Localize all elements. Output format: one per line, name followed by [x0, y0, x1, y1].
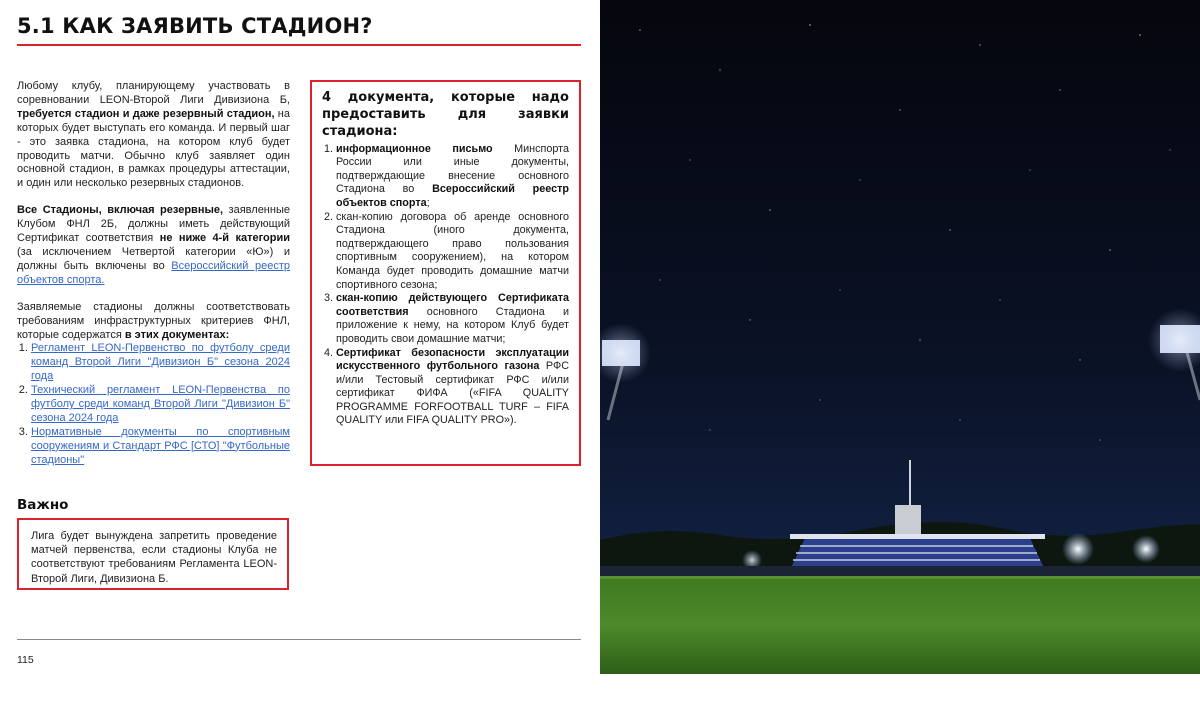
intro-text: на которых будет выступать его команда. И первый шаг - это заявка стадиона, на котором клуб будет проводить матчи. Обычно клуб заявляет один основной стадион, в рамках процедуры аттестации, и один или несколько резервных стадионов.	[17, 107, 290, 190]
required-documents-box	[310, 80, 581, 466]
docs-bold: информационное письмо	[336, 142, 493, 155]
docs-heading: 4 документа, которые надо предоставить для заявки стадиона:	[322, 90, 569, 140]
list-item	[336, 143, 569, 211]
intro-text: заявленные Клубом ФНЛ 2Б, должны иметь действующий Сертификат соответствия	[17, 204, 290, 245]
document-link[interactable]: Технический регламент LEON-Первенства по футболу среди команд Второй Лиги "Дивизион Б" сезона 2024 года	[31, 384, 290, 424]
document-link[interactable]: Нормативные документы по спортивным сооружениям и Стандарт РФС [СТО] "Футбольные стадионы"	[31, 425, 290, 466]
required-documents-list	[322, 143, 569, 428]
list-item	[336, 292, 569, 346]
intro-text: Заявляемые стадионы должны соответствовать требованиям инфраструктурных критериев ФНЛ, которые содержатся	[17, 300, 290, 341]
warning-text: Лига будет вынуждена запретить проведение матчей первенства, если стадионы Клуба не соответствуют требованиям Регламента LEON-Второй Лиги, Дивизиона Б.	[31, 530, 277, 585]
warning-box	[17, 518, 289, 590]
page-number: 115	[17, 654, 34, 666]
stadium-night-photo	[600, 0, 1200, 674]
docs-text: скан-копию договора об аренде основного Стадиона (иного документа, подтверждающего право пользования спортивным сооружением), на котором Команда будет проводить домашние матчи спортивного сезона;	[336, 210, 569, 291]
docs-text: ;	[426, 196, 430, 209]
intro-bold: не ниже 4-й категории	[159, 232, 291, 245]
docs-bold: скан-копию действующего Сертификата соответствия	[336, 292, 569, 318]
list-item	[31, 384, 290, 426]
registry-link[interactable]: Всероссийский реестр объектов спорта.	[17, 259, 290, 286]
documents-list	[17, 342, 290, 467]
docs-text: Минспорта России или иные документы, подтверждающие внесение основного Стадиона во	[336, 142, 569, 196]
intro-bold: требуется стадион и даже резервный стадион,	[17, 107, 275, 120]
title-underline	[17, 44, 581, 46]
intro-paragraph-1	[17, 80, 290, 191]
intro-paragraph-3	[17, 301, 290, 343]
important-heading: Важно	[17, 497, 69, 513]
intro-text: (за исключением Четвертой категории «Ю») и должны быть включены во	[17, 245, 290, 272]
page-title: 5.1 КАК ЗАЯВИТЬ СТАДИОН?	[17, 14, 373, 38]
document-page	[0, 0, 600, 674]
intro-column	[17, 80, 290, 468]
list-item	[336, 211, 569, 293]
list-item	[31, 342, 290, 384]
document-link[interactable]: Регламент LEON-Первенство по футболу среди команд Второй Лиги "Дивизион Б" сезона 2024 года	[31, 342, 290, 383]
intro-bold: Все Стадионы, включая резервные,	[17, 204, 224, 217]
pitch-edge	[600, 576, 1200, 579]
docs-text: РФС и/или Тестовый сертификат РФС и/или сертификат ФИФА («FIFA QUALITY PROGRAMME FORFOOTBALL TURF – FIFA QUALITY или FIFA QUALITY PRO»).	[336, 360, 569, 427]
intro-paragraph-2	[17, 204, 290, 287]
list-item	[31, 426, 290, 468]
docs-bold: Всероссийский реестр объектов спорта	[336, 183, 569, 209]
pitch-grass	[600, 576, 1200, 674]
intro-text: Любому клубу, планирующему участвовать в соревновании LEON-Второй Лиги Дивизиона Б,	[17, 80, 290, 106]
intro-bold: в этих документах:	[124, 328, 230, 341]
footer-divider	[17, 639, 581, 640]
list-item	[336, 347, 569, 429]
docs-bold: Сертификат безопасности эксплуатации искусственного футбольного газона	[336, 346, 569, 373]
docs-text: основного Стадиона и приложение к нему, на котором Клуб будет проводить свои домашние матчи;	[336, 305, 569, 345]
